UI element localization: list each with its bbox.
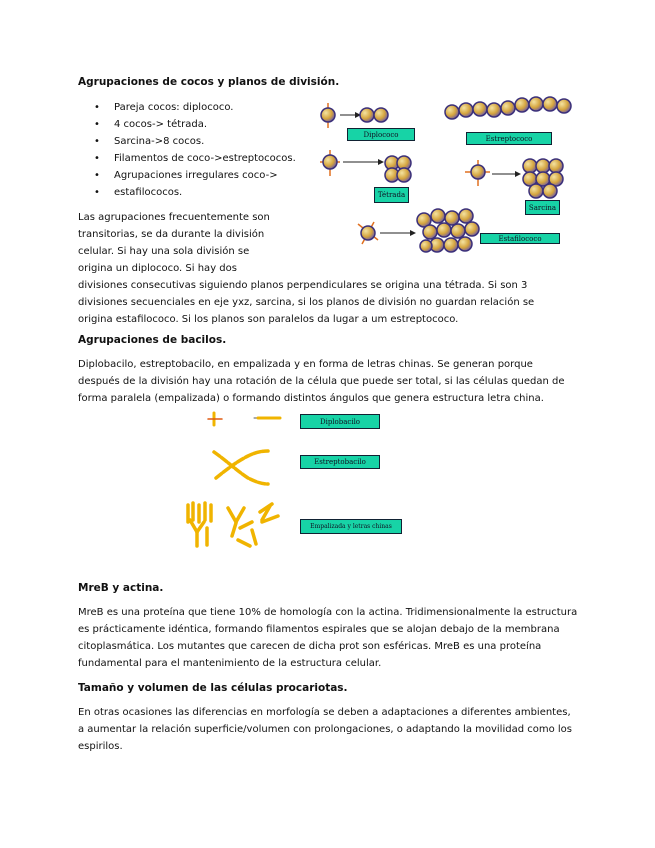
list-item: • Agrupaciones irregulares coco-> <box>94 167 314 184</box>
text-line: Diplobacilo, estreptobacilo, en empalizada y en forma de letras chinas. Se generan porque <box>78 359 533 370</box>
text-line: a aumentar la relación superficie/volumen con prolongaciones, o adaptando la movilidad como los <box>78 724 572 735</box>
text-line: origina un diplococo. Si hay dos <box>78 263 237 274</box>
label-diplobacilo: Diplobacilo <box>300 414 380 429</box>
paragraph-mreb <box>78 604 578 672</box>
text-line: es prácticamente idéntica, formando filamentos espirales que se alojan debajo de la membrana <box>78 624 560 635</box>
label-diplococo: Diplococo <box>347 128 415 141</box>
text-line: espirilos. <box>78 741 123 752</box>
text-line: Las agrupaciones frecuentemente son <box>78 212 270 223</box>
heading-bacilos: Agrupaciones de bacilos. <box>78 334 227 346</box>
label-estreptococo: Estreptococo <box>466 132 552 145</box>
list-item-continuation: • estafilococos. <box>94 184 314 201</box>
list-item: • Pareja cocos: diplococo. <box>94 99 314 116</box>
text-line: fundamental para el mantenimiento de la estructura celular. <box>78 658 382 669</box>
list-item: • Filamentos de coco->estreptococos. <box>94 150 314 167</box>
list-item: • Sarcina->8 cocos. <box>94 133 314 150</box>
text-line: después de la división hay una rotación de la célula que puede ser total, si las células quedan de <box>78 376 565 387</box>
text-line: transitorias, se da durante la división <box>78 229 265 240</box>
label-estreptobacilo: Estreptobacilo <box>300 455 380 469</box>
text-line: En otras ocasiones las diferencias en morfología se deben a adaptaciones a diferentes ambientes, <box>78 707 571 718</box>
list-item: • 4 cocos-> tétrada. <box>94 116 314 133</box>
heading-tamano: Tamaño y volumen de las células procariotas. <box>78 682 348 694</box>
heading-cocos: Agrupaciones de cocos y planos de división. <box>78 76 340 88</box>
paragraph-tamano <box>78 704 578 755</box>
text-line: divisiones consecutivas siguiendo planos perpendiculares se origina una tétrada. Si son 3 <box>78 280 528 291</box>
text-line: divisiones secuenciales en eje yxz, sarcina, si los planos de división no guardan relación se <box>78 297 535 308</box>
text-line: citoplasmática. Los mutantes que carecen de dicha prot son esféricas. MreB es una proteína <box>78 641 542 652</box>
label-tetrada: Tétrada <box>374 187 409 203</box>
text-line: origina estafilococo. Si los planos son paralelos da lugar a um estreptococo. <box>78 314 459 325</box>
label-sarcina: Sarcina <box>525 200 560 215</box>
heading-mreb: MreB y actina. <box>78 582 164 594</box>
text-line: forma paralela (empalizada) o formando distintos ángulos que genera estructura letra china. <box>78 393 544 404</box>
diplobacilo-drawing <box>208 413 280 425</box>
text-line: MreB es una proteína que tiene 10% de homología con la actina. Tridimensionalmente la estructura <box>78 607 578 618</box>
label-estafilococo: Estafilococo <box>480 233 560 244</box>
label-empalizada: Empalizada y letras chinas <box>300 519 402 534</box>
empalizada-drawing <box>188 503 278 546</box>
text-line: celular. Si hay una sola división se <box>78 246 250 257</box>
estreptobacilo-drawing <box>214 451 268 484</box>
